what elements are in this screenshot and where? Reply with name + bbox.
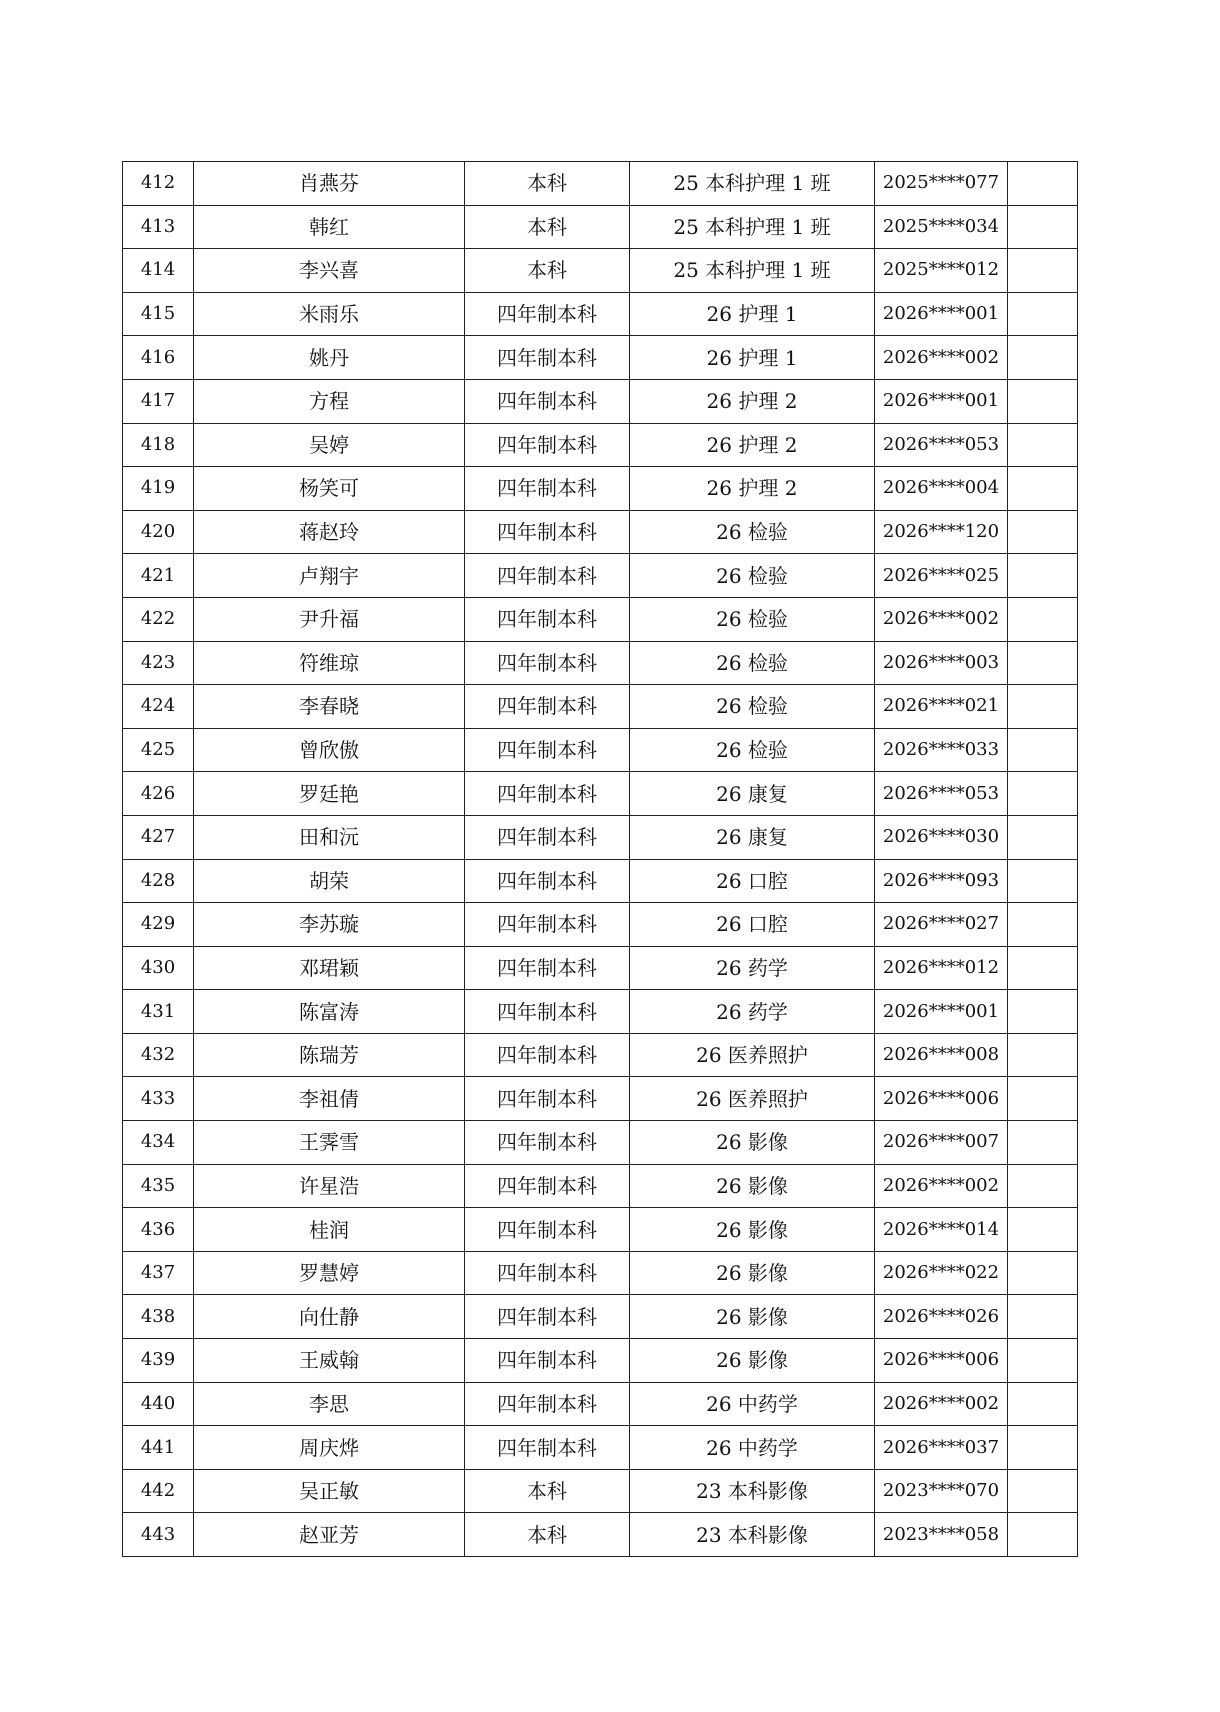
student-name: 肖燕芬 (194, 162, 465, 206)
note-cell (1008, 1295, 1078, 1339)
student-id: 2026****025 (875, 554, 1008, 598)
student-name: 尹升福 (194, 597, 465, 641)
table-row (123, 685, 1078, 729)
table-row (123, 1339, 1078, 1383)
row-number: 416 (123, 336, 194, 380)
row-number: 415 (123, 292, 194, 336)
note-cell (1008, 815, 1078, 859)
class-name: 26 护理 2 (630, 423, 875, 467)
class-name: 26 检验 (630, 554, 875, 598)
class-name: 26 护理 2 (630, 467, 875, 511)
note-cell (1008, 597, 1078, 641)
note-cell (1008, 1251, 1078, 1295)
student-name: 桂润 (194, 1208, 465, 1252)
row-number: 426 (123, 772, 194, 816)
student-name: 李春晓 (194, 685, 465, 729)
student-name: 李思 (194, 1382, 465, 1426)
student-name: 吴婷 (194, 423, 465, 467)
education-level: 本科 (465, 1469, 630, 1513)
note-cell (1008, 249, 1078, 293)
class-name: 26 检验 (630, 641, 875, 685)
note-cell (1008, 336, 1078, 380)
table-row (123, 205, 1078, 249)
student-name: 符维琼 (194, 641, 465, 685)
note-cell (1008, 1121, 1078, 1165)
education-level: 本科 (465, 249, 630, 293)
class-name: 26 口腔 (630, 859, 875, 903)
table-row (123, 336, 1078, 380)
table-row (123, 1077, 1078, 1121)
student-name: 方程 (194, 379, 465, 423)
education-level: 四年制本科 (465, 990, 630, 1034)
table-row (123, 903, 1078, 947)
education-level: 四年制本科 (465, 1077, 630, 1121)
education-level: 四年制本科 (465, 510, 630, 554)
education-level: 四年制本科 (465, 1251, 630, 1295)
student-id: 2026****003 (875, 641, 1008, 685)
student-name: 米雨乐 (194, 292, 465, 336)
row-number: 436 (123, 1208, 194, 1252)
class-name: 25 本科护理 1 班 (630, 205, 875, 249)
class-name: 26 康复 (630, 815, 875, 859)
education-level: 四年制本科 (465, 554, 630, 598)
row-number: 443 (123, 1513, 194, 1557)
education-level: 四年制本科 (465, 1121, 630, 1165)
student-name: 李祖倩 (194, 1077, 465, 1121)
education-level: 四年制本科 (465, 1208, 630, 1252)
note-cell (1008, 903, 1078, 947)
student-name: 韩红 (194, 205, 465, 249)
student-id: 2026****033 (875, 728, 1008, 772)
note-cell (1008, 728, 1078, 772)
student-id: 2026****037 (875, 1426, 1008, 1470)
education-level: 四年制本科 (465, 946, 630, 990)
row-number: 419 (123, 467, 194, 511)
class-name: 26 药学 (630, 946, 875, 990)
student-name: 李苏璇 (194, 903, 465, 947)
student-id: 2026****001 (875, 990, 1008, 1034)
class-name: 26 口腔 (630, 903, 875, 947)
class-name: 25 本科护理 1 班 (630, 249, 875, 293)
class-name: 26 影像 (630, 1295, 875, 1339)
student-id: 2023****058 (875, 1513, 1008, 1557)
row-number: 417 (123, 379, 194, 423)
row-number: 431 (123, 990, 194, 1034)
education-level: 四年制本科 (465, 292, 630, 336)
table-row (123, 859, 1078, 903)
note-cell (1008, 1382, 1078, 1426)
education-level: 本科 (465, 162, 630, 206)
student-name: 卢翔宇 (194, 554, 465, 598)
student-id: 2023****070 (875, 1469, 1008, 1513)
table-row (123, 1164, 1078, 1208)
student-id: 2026****022 (875, 1251, 1008, 1295)
student-name: 田和沅 (194, 815, 465, 859)
row-number: 438 (123, 1295, 194, 1339)
class-name: 23 本科影像 (630, 1469, 875, 1513)
student-id: 2026****120 (875, 510, 1008, 554)
row-number: 425 (123, 728, 194, 772)
student-id: 2026****004 (875, 467, 1008, 511)
student-name: 罗廷艳 (194, 772, 465, 816)
student-id: 2026****006 (875, 1077, 1008, 1121)
student-roster-table (122, 161, 1078, 1557)
class-name: 26 检验 (630, 728, 875, 772)
student-id: 2026****093 (875, 859, 1008, 903)
note-cell (1008, 1208, 1078, 1252)
table-row (123, 467, 1078, 511)
student-name: 赵亚芳 (194, 1513, 465, 1557)
student-id: 2025****034 (875, 205, 1008, 249)
class-name: 26 影像 (630, 1208, 875, 1252)
table-row (123, 1121, 1078, 1165)
education-level: 四年制本科 (465, 728, 630, 772)
table-row (123, 1469, 1078, 1513)
education-level: 四年制本科 (465, 467, 630, 511)
class-name: 26 康复 (630, 772, 875, 816)
row-number: 422 (123, 597, 194, 641)
education-level: 本科 (465, 1513, 630, 1557)
note-cell (1008, 772, 1078, 816)
student-name: 王霁雪 (194, 1121, 465, 1165)
education-level: 本科 (465, 205, 630, 249)
class-name: 26 检验 (630, 597, 875, 641)
row-number: 413 (123, 205, 194, 249)
class-name: 26 医养照护 (630, 1077, 875, 1121)
note-cell (1008, 1426, 1078, 1470)
class-name: 26 药学 (630, 990, 875, 1034)
table-row (123, 379, 1078, 423)
row-number: 442 (123, 1469, 194, 1513)
student-name: 杨笑可 (194, 467, 465, 511)
row-number: 435 (123, 1164, 194, 1208)
education-level: 四年制本科 (465, 641, 630, 685)
note-cell (1008, 1339, 1078, 1383)
row-number: 434 (123, 1121, 194, 1165)
table-row (123, 1208, 1078, 1252)
row-number: 412 (123, 162, 194, 206)
table-row (123, 162, 1078, 206)
student-name: 陈瑞芳 (194, 1033, 465, 1077)
student-name: 罗慧婷 (194, 1251, 465, 1295)
education-level: 四年制本科 (465, 772, 630, 816)
table-row (123, 510, 1078, 554)
note-cell (1008, 554, 1078, 598)
note-cell (1008, 641, 1078, 685)
row-number: 429 (123, 903, 194, 947)
class-name: 25 本科护理 1 班 (630, 162, 875, 206)
student-id: 2026****027 (875, 903, 1008, 947)
row-number: 433 (123, 1077, 194, 1121)
student-id: 2026****006 (875, 1339, 1008, 1383)
class-name: 26 检验 (630, 510, 875, 554)
note-cell (1008, 467, 1078, 511)
class-name: 26 护理 1 (630, 292, 875, 336)
student-id: 2026****002 (875, 1382, 1008, 1426)
note-cell (1008, 1164, 1078, 1208)
student-id: 2026****012 (875, 946, 1008, 990)
row-number: 418 (123, 423, 194, 467)
table-row (123, 990, 1078, 1034)
education-level: 四年制本科 (465, 859, 630, 903)
table-row (123, 641, 1078, 685)
class-name: 26 影像 (630, 1121, 875, 1165)
note-cell (1008, 1469, 1078, 1513)
education-level: 四年制本科 (465, 423, 630, 467)
student-name: 蒋赵玲 (194, 510, 465, 554)
row-number: 421 (123, 554, 194, 598)
table-row (123, 946, 1078, 990)
student-name: 吴正敏 (194, 1469, 465, 1513)
education-level: 四年制本科 (465, 1426, 630, 1470)
row-number: 423 (123, 641, 194, 685)
education-level: 四年制本科 (465, 1382, 630, 1426)
class-name: 26 中药学 (630, 1426, 875, 1470)
student-id: 2026****030 (875, 815, 1008, 859)
student-name: 姚丹 (194, 336, 465, 380)
row-number: 441 (123, 1426, 194, 1470)
row-number: 439 (123, 1339, 194, 1383)
education-level: 四年制本科 (465, 1295, 630, 1339)
student-id: 2026****021 (875, 685, 1008, 729)
education-level: 四年制本科 (465, 685, 630, 729)
education-level: 四年制本科 (465, 379, 630, 423)
education-level: 四年制本科 (465, 903, 630, 947)
row-number: 427 (123, 815, 194, 859)
note-cell (1008, 423, 1078, 467)
class-name: 26 护理 1 (630, 336, 875, 380)
row-number: 424 (123, 685, 194, 729)
note-cell (1008, 292, 1078, 336)
table-row (123, 1251, 1078, 1295)
table-row (123, 1295, 1078, 1339)
table-row (123, 1426, 1078, 1470)
class-name: 26 影像 (630, 1339, 875, 1383)
student-id: 2025****012 (875, 249, 1008, 293)
table-row (123, 772, 1078, 816)
roster-body (123, 162, 1078, 1557)
student-id: 2026****008 (875, 1033, 1008, 1077)
note-cell (1008, 205, 1078, 249)
student-name: 许星浩 (194, 1164, 465, 1208)
student-id: 2026****002 (875, 597, 1008, 641)
student-name: 胡荣 (194, 859, 465, 903)
student-name: 向仕静 (194, 1295, 465, 1339)
class-name: 26 护理 2 (630, 379, 875, 423)
class-name: 26 中药学 (630, 1382, 875, 1426)
education-level: 四年制本科 (465, 815, 630, 859)
table-row (123, 249, 1078, 293)
table-row (123, 815, 1078, 859)
student-id: 2026****001 (875, 292, 1008, 336)
note-cell (1008, 1513, 1078, 1557)
table-row (123, 423, 1078, 467)
class-name: 26 检验 (630, 685, 875, 729)
row-number: 440 (123, 1382, 194, 1426)
student-name: 邓珺颖 (194, 946, 465, 990)
note-cell (1008, 1033, 1078, 1077)
note-cell (1008, 1077, 1078, 1121)
student-name: 曾欣傲 (194, 728, 465, 772)
education-level: 四年制本科 (465, 1033, 630, 1077)
table-row (123, 1382, 1078, 1426)
education-level: 四年制本科 (465, 597, 630, 641)
row-number: 420 (123, 510, 194, 554)
student-id: 2026****002 (875, 336, 1008, 380)
student-name: 李兴喜 (194, 249, 465, 293)
student-id: 2026****014 (875, 1208, 1008, 1252)
student-name: 王威翰 (194, 1339, 465, 1383)
student-name: 周庆烨 (194, 1426, 465, 1470)
class-name: 26 医养照护 (630, 1033, 875, 1077)
student-name: 陈富涛 (194, 990, 465, 1034)
note-cell (1008, 162, 1078, 206)
note-cell (1008, 379, 1078, 423)
note-cell (1008, 685, 1078, 729)
student-id: 2026****001 (875, 379, 1008, 423)
note-cell (1008, 990, 1078, 1034)
row-number: 430 (123, 946, 194, 990)
education-level: 四年制本科 (465, 336, 630, 380)
table-row (123, 1033, 1078, 1077)
table-row (123, 1513, 1078, 1557)
student-id: 2026****007 (875, 1121, 1008, 1165)
note-cell (1008, 859, 1078, 903)
row-number: 414 (123, 249, 194, 293)
table-row (123, 554, 1078, 598)
student-id: 2025****077 (875, 162, 1008, 206)
row-number: 428 (123, 859, 194, 903)
table-row (123, 597, 1078, 641)
row-number: 432 (123, 1033, 194, 1077)
class-name: 26 影像 (630, 1164, 875, 1208)
student-id: 2026****002 (875, 1164, 1008, 1208)
education-level: 四年制本科 (465, 1339, 630, 1383)
class-name: 26 影像 (630, 1251, 875, 1295)
table-row (123, 292, 1078, 336)
education-level: 四年制本科 (465, 1164, 630, 1208)
student-id: 2026****053 (875, 772, 1008, 816)
class-name: 23 本科影像 (630, 1513, 875, 1557)
student-id: 2026****053 (875, 423, 1008, 467)
table-row (123, 728, 1078, 772)
student-id: 2026****026 (875, 1295, 1008, 1339)
note-cell (1008, 946, 1078, 990)
row-number: 437 (123, 1251, 194, 1295)
note-cell (1008, 510, 1078, 554)
